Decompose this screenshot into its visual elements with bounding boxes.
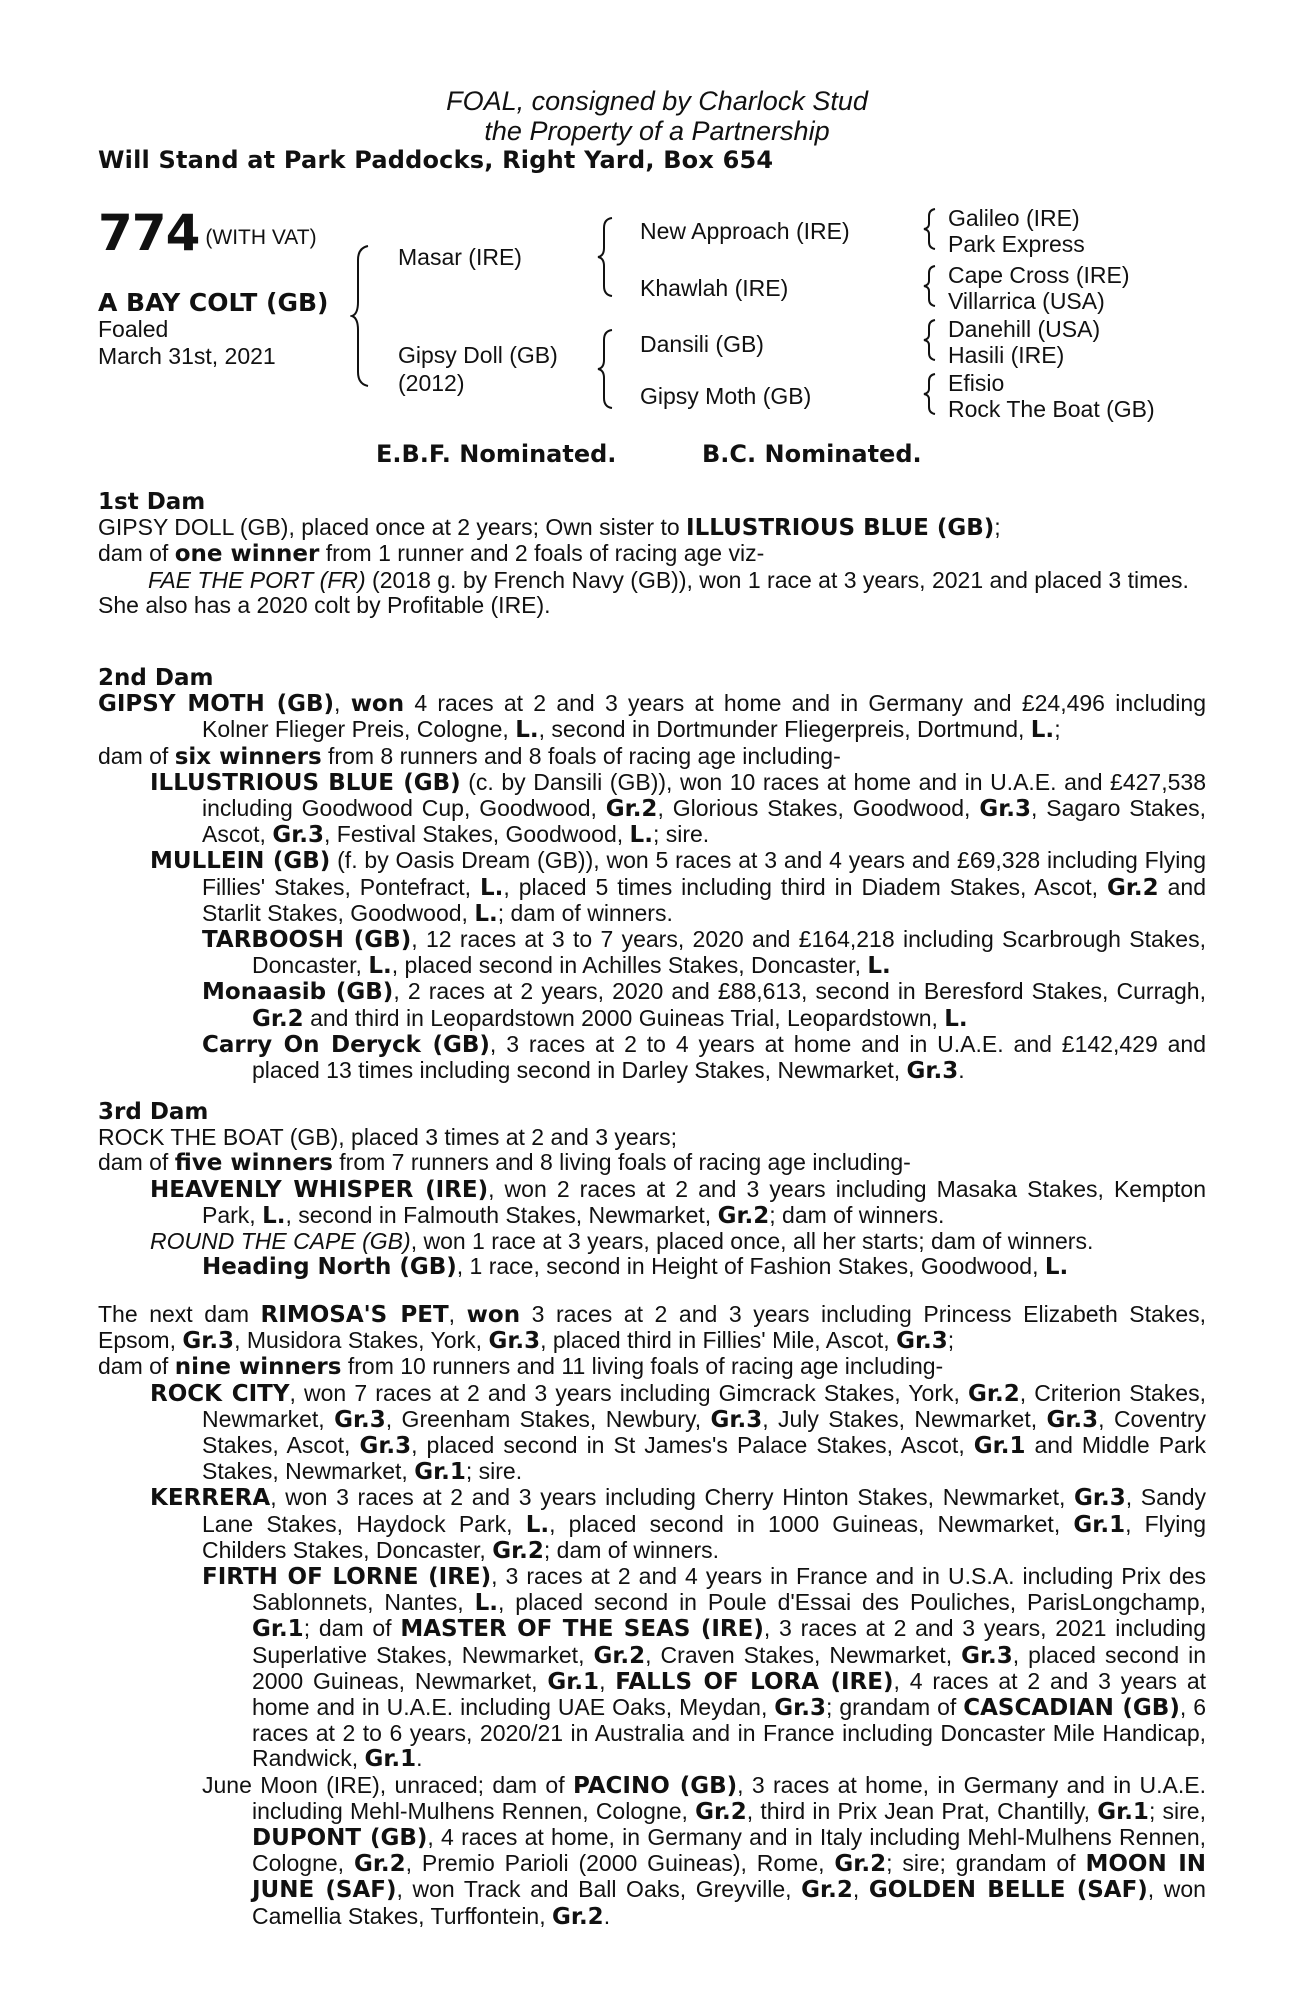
entry-kerrera: KERRERA, won 3 races at 2 and 3 years including Cherry Hinton Stakes, Newmarket, Gr.3, Sandy Lane Stakes, Haydock Park, L., placed second in 1000 Guineas, Newmarket, Gr.1, Flying Childers Stakes, Doncaster, Gr.2; dam of winners. — [150, 1484, 1206, 1564]
foaled-date: March 31st, 2021 — [98, 343, 276, 369]
second-dam-title: 2nd Dam — [98, 665, 214, 691]
pedigree-ggp-2: Park Express — [948, 231, 1085, 257]
pedigree-sire: Masar (IRE) — [398, 244, 522, 270]
third-dam-line: ROCK THE BOAT (GB), placed 3 times at 2 and 3 years; — [98, 1124, 678, 1151]
second-dam-line: GIPSY MOTH (GB), won 4 races at 2 and 3 years at home and in Germany and £24,496 including Kolner Flieger Preis, Cologne, L., second in Dortmunder Fliegerpreis, Dortmund, L.; — [98, 690, 1207, 744]
second-dam-section — [98, 666, 1206, 1084]
pedigree-ggp-7: Efisio — [948, 370, 1005, 396]
first-dam-produce: dam of one winner from 1 runner and 2 foals of racing age viz- — [98, 540, 765, 568]
stand-location: Will Stand at Park Paddocks, Right Yard, Box 654 — [98, 146, 774, 174]
pedigree-ggp-8: Rock The Boat (GB) — [948, 396, 1155, 422]
ebf-nomination: E.B.F. Nominated. — [376, 440, 617, 468]
lot-description: A BAY COLT (GB) — [98, 288, 329, 317]
pedigree-dam-sire: Dansili (GB) — [640, 331, 764, 357]
vat-note: (WITH VAT) — [205, 226, 317, 249]
second-dam-produce: dam of six winners from 8 runners and 8 foals of racing age including- — [98, 742, 841, 770]
pedigree-sire-dam: Khawlah (IRE) — [640, 275, 789, 301]
pedigree-brace-g1 — [922, 207, 938, 251]
entry-june-moon: June Moon (IRE), unraced; dam of PACINO (GB), 3 races at home, in Germany and in U.A.E. including Mehl-Mulhens Rennen, Cologne, Gr.2, third in Prix Jean Prat, Chantilly, Gr.1; sire, DUPONT (GB), 4 races at home, in Germany and in Italy including Mehl-Mulhens Rennen, Cologne, Gr.2, Premio Parioli (2000 Guineas), Rome, Gr.2; sire; grandam of MOON IN JUNE (SAF), won Track and Ball Oaks, Greyville, Gr.2, GOLDEN BELLE (SAF), won Camellia Stakes, Turffontein, Gr.2. — [202, 1771, 1207, 1930]
pedigree-ggp-3: Cape Cross (IRE) — [948, 262, 1130, 288]
first-dam-title: 1st Dam — [98, 489, 206, 515]
bc-nomination: B.C. Nominated. — [702, 440, 922, 468]
foaled-label: Foaled — [98, 316, 169, 342]
pedigree-sire-sire: New Approach (IRE) — [640, 218, 850, 244]
entry-tarboosh: TARBOOSH (GB), 12 races at 3 to 7 years, 2020 and £164,218 including Scarbrough Stakes, Doncaster, L., placed second in Achilles Stakes, Doncaster, L. — [202, 926, 1206, 980]
pedigree-brace-sire — [596, 216, 616, 298]
pedigree-brace-g3 — [922, 318, 938, 362]
pedigree-dam-year: (2012) — [398, 370, 465, 396]
pedigree-brace-dam — [596, 328, 616, 410]
first-dam-foal: FAE THE PORT (FR) (2018 g. by French Navy (GB)), won 1 race at 3 years, 2021 and placed 3 times. — [148, 566, 1189, 593]
third-dam-produce: dam of five winners from 7 runners and 8 living foals of racing age including- — [98, 1149, 911, 1177]
next-dam-section — [98, 1302, 1206, 1930]
pedigree-brace-main — [350, 244, 374, 388]
pedigree-brace-g4 — [922, 372, 938, 416]
entry-carry-on-deryck: Carry On Deryck (GB), 3 races at 2 to 4 years at home and in U.A.E. and £142,429 and placed 13 times including second in Darley Stakes, Newmarket, Gr.3. — [202, 1030, 1206, 1085]
pedigree-ggp-4: Villarrica (USA) — [948, 288, 1105, 314]
property-line: the Property of a Partnership — [484, 116, 830, 146]
pedigree-dam: Gipsy Doll (GB) — [398, 342, 558, 368]
entry-illustrious-blue: ILLUSTRIOUS BLUE (GB) (c. by Dansili (GB)), won 10 races at home and in U.A.E. and £427,538 including Goodwood Cup, Goodwood, Gr.2, Glorious Stakes, Goodwood, Gr.3, Sagaro Stakes, Ascot, Gr.3, Festival Stakes, Goodwood, L.; sire. — [150, 768, 1207, 849]
pedigree-brace-g2 — [922, 264, 938, 308]
first-dam-note: She also has a 2020 colt by Profitable (IRE). — [98, 591, 551, 618]
first-dam-line: GIPSY DOLL (GB), placed once at 2 years; Own sister to ILLUSTRIOUS BLUE (GB); — [98, 514, 1001, 542]
foaled-info — [98, 316, 276, 370]
next-dam-line: The next dam RIMOSA'S PET, won 3 races at 2 and 3 years including Princess Elizabeth Stakes, Epsom, Gr.3, Musidora Stakes, York, Gr.3, placed third in Fillies' Mile, Ascot, Gr.3; — [98, 1301, 1206, 1355]
entry-round-the-cape: ROUND THE CAPE (GB), won 1 race at 3 years, placed once, all her starts; dam of winners. — [150, 1228, 1094, 1255]
entry-monaasib: Monaasib (GB), 2 races at 2 years, 2020 and £88,613, second in Beresford Stakes, Curragh, Gr.2 and third in Leopardstown 2000 Guineas Trial, Leopardstown, L. — [202, 978, 1206, 1032]
pedigree-ggp-5: Danehill (USA) — [948, 316, 1101, 342]
pedigree-ggp-1: Galileo (IRE) — [948, 205, 1080, 231]
entry-rock-city: ROCK CITY, won 7 races at 2 and 3 years including Gimcrack Stakes, York, Gr.2, Criterion Stakes, Newmarket, Gr.3, Greenham Stakes, Newbury, Gr.3, July Stakes, Newmarket, Gr.3, Coventry Stakes, Ascot, Gr.3, placed second in St James's Palace Stakes, Ascot, Gr.1 and Middle Park Stakes, Newmarket, Gr.1; sire. — [150, 1379, 1206, 1486]
entry-mullein: MULLEIN (GB) (f. by Oasis Dream (GB)), won 5 races at 3 and 4 years and £69,328 including Flying Fillies' Stakes, Pontefract, L., placed 5 times including third in Diadem Stakes, Ascot, Gr.2 and Starlit Stakes, Goodwood, L.; dam of winners. — [150, 847, 1207, 927]
entry-heading-north: Heading North (GB), 1 race, second in Height of Fashion Stakes, Goodwood, L. — [202, 1253, 1069, 1281]
third-dam-section — [98, 1100, 1206, 1280]
next-dam-produce: dam of nine winners from 10 runners and 11 living foals of racing age including- — [98, 1353, 944, 1381]
pedigree-ggp-6: Hasili (IRE) — [948, 342, 1065, 368]
consignor-line: FOAL, consigned by Charlock Stud — [446, 86, 868, 116]
entry-heavenly-whisper: HEAVENLY WHISPER (IRE), won 2 races at 2 and 3 years including Masaka Stakes, Kempton Park, L., second in Falmouth Stakes, Newmarket, Gr.2; dam of winners. — [150, 1175, 1206, 1229]
third-dam-title: 3rd Dam — [98, 1099, 209, 1125]
lot-number: 774 — [98, 204, 200, 262]
pedigree-dam-dam: Gipsy Moth (GB) — [640, 383, 812, 409]
first-dam-section — [98, 490, 1206, 618]
lot-number-block — [98, 204, 317, 262]
entry-firth-of-lorne: FIRTH OF LORNE (IRE), 3 races at 2 and 4 years in France and in U.S.A. including Prix des Sablonnets, Nantes, L., placed second in Poule d'Essai des Pouliches, ParisLongchamp, Gr.1; dam of MASTER OF THE SEAS (IRE), 3 races at 2 and 3 years, 2021 including Superlative Stakes, Newmarket, Gr.2, Craven Stakes, Newmarket, Gr.3, placed second in 2000 Guineas, Newmarket, Gr.1, FALLS OF LORA (IRE), 4 races at 2 and 3 years at home and in U.A.E. including UAE Oaks, Meydan, Gr.3; grandam of CASCADIAN (GB), 6 races at 2 to 6 years, 2020/21 in Australia and in France including Doncaster Mile Handicap, Randwick, Gr.1. — [202, 1563, 1207, 1773]
